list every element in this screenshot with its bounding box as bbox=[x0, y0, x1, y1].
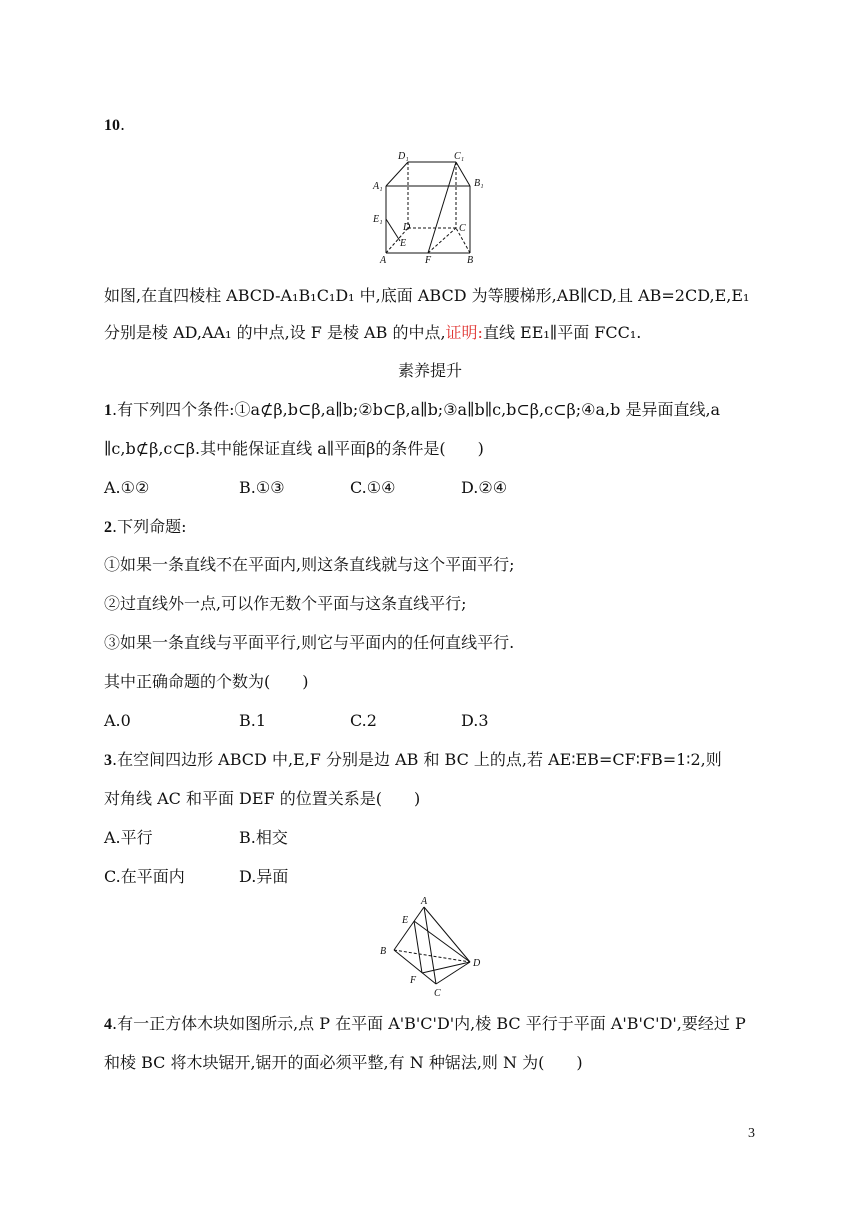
q1-option-b[interactable]: B.①③ bbox=[239, 478, 285, 497]
label-D1: D₁ bbox=[398, 151, 409, 162]
q10-text-pre: 分别是棱 AD,AA₁ 的中点,设 F 是棱 AB 的中点, bbox=[104, 323, 446, 342]
fig2-label-E: E bbox=[402, 915, 409, 926]
q4-text-a: .有一正方体木块如图所示,点 P 在平面 A'B'C'D'内,棱 BC 平行于平面 A'B'C'D',要经过 P bbox=[112, 1014, 746, 1033]
q3-number: 3 bbox=[104, 752, 112, 769]
quadrilateral-figure bbox=[372, 894, 492, 1002]
label-C: C bbox=[459, 223, 466, 234]
q2-option-a[interactable]: A.0 bbox=[104, 711, 131, 730]
q10-dot: . bbox=[120, 115, 126, 134]
label-A: A bbox=[380, 255, 387, 266]
q2-item-2: ②过直线外一点,可以作无数个平面与这条直线平行; bbox=[104, 594, 467, 613]
q2-ask: 其中正确命题的个数为( ) bbox=[104, 672, 309, 691]
fig2-label-F: F bbox=[410, 975, 417, 986]
q3-text-line-1 bbox=[104, 749, 764, 772]
q1-text-line-2: ∥c,b⊄β,c⊂β.其中能保证直线 a∥平面β的条件是( ) bbox=[104, 439, 484, 458]
q1-text-a: .有下列四个条件:①a⊄β,b⊂β,a∥b;②b⊂β,a∥b;③a∥b∥c,b⊂β,c⊂β;④a,b 是异面直线,a bbox=[112, 400, 721, 419]
fig2-label-A: A bbox=[421, 896, 428, 907]
section-title: 素养提升 bbox=[397, 361, 462, 380]
q10-text-line-2 bbox=[104, 322, 764, 344]
q4-text-line-1 bbox=[104, 1013, 764, 1036]
q2-number: 2 bbox=[104, 519, 112, 536]
q4-text-line-2: 和棱 BC 将木块锯开,锯开的面必须平整,有 N 种锯法,则 N 为( ) bbox=[104, 1053, 583, 1072]
q2-option-d[interactable]: D.3 bbox=[461, 711, 489, 730]
fig2-label-B: B bbox=[380, 946, 387, 957]
q1-text-line-1 bbox=[104, 399, 764, 422]
q10-text-line-1: 如图,在直四棱柱 ABCD-A₁B₁C₁D₁ 中,底面 ABCD 为等腰梯形,AB∥CD,且 AB=2CD,E,E₁ bbox=[104, 286, 750, 305]
label-F: F bbox=[425, 255, 432, 266]
label-D: D bbox=[403, 222, 411, 233]
q2-option-c[interactable]: C.2 bbox=[350, 711, 377, 730]
q1-option-d[interactable]: D.②④ bbox=[461, 478, 508, 497]
q3-option-c[interactable]: C.在平面内 bbox=[104, 867, 185, 886]
q3-text-a: .在空间四边形 ABCD 中,E,F 分别是边 AB 和 BC 上的点,若 AE∶EB=CF∶FB=1∶2,则 bbox=[112, 750, 722, 769]
q2-text: .下列命题: bbox=[112, 517, 187, 536]
label-B1: B₁ bbox=[474, 178, 484, 189]
q3-option-a[interactable]: A.平行 bbox=[104, 828, 153, 847]
page-number: 3 bbox=[748, 1126, 755, 1141]
label-C1: C₁ bbox=[454, 151, 465, 162]
q2-item-3: ③如果一条直线与平面平行,则它与平面内的任何直线平行. bbox=[104, 633, 515, 652]
prism-figure bbox=[370, 146, 490, 266]
q2-option-b[interactable]: B.1 bbox=[239, 711, 267, 730]
q2-item-1: ①如果一条直线不在平面内,则这条直线就与这个平面平行; bbox=[104, 555, 515, 574]
q3-option-d[interactable]: D.异面 bbox=[239, 867, 289, 886]
q2-text-line bbox=[104, 516, 764, 539]
fig2-label-D: D bbox=[473, 958, 481, 969]
label-E: E bbox=[400, 238, 407, 249]
q1-number: 1 bbox=[104, 402, 112, 419]
q1-option-c[interactable]: C.①④ bbox=[350, 478, 396, 497]
q10-number-line bbox=[104, 114, 764, 137]
label-A1: A₁ bbox=[373, 181, 383, 192]
q1-option-a[interactable]: A.①② bbox=[104, 478, 150, 497]
fig2-label-C: C bbox=[434, 988, 441, 999]
q10-proof-label: 证明: bbox=[445, 323, 483, 342]
label-B: B bbox=[467, 255, 474, 266]
q3-option-b[interactable]: B.相交 bbox=[239, 828, 288, 847]
q4-number: 4 bbox=[104, 1016, 112, 1033]
label-E1: E₁ bbox=[373, 214, 383, 225]
q10-text-post: 直线 EE₁∥平面 FCC₁. bbox=[482, 323, 642, 342]
q3-text-line-2: 对角线 AC 和平面 DEF 的位置关系是( ) bbox=[104, 789, 421, 808]
q10-number: 10 bbox=[104, 117, 120, 134]
